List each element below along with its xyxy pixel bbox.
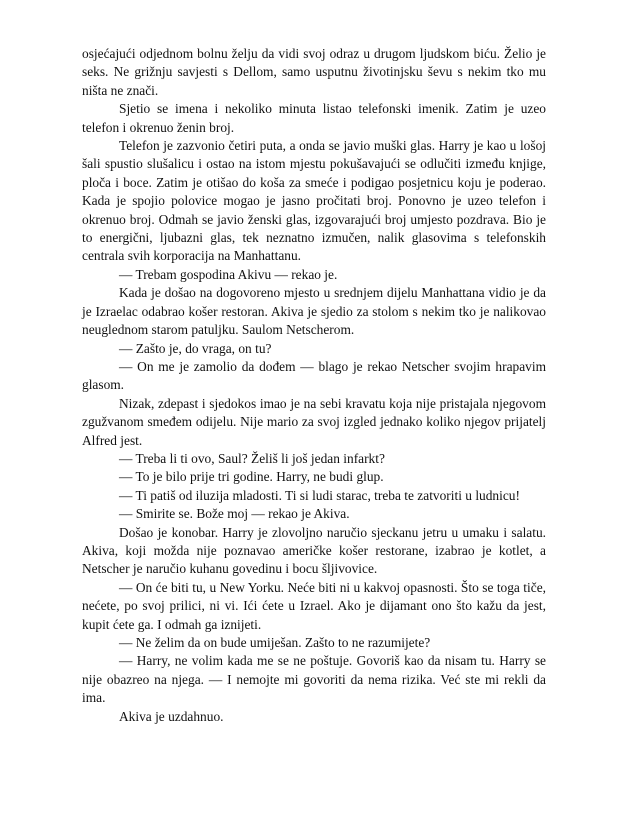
paragraph: Sjetio se imena i nekoliko minuta listao telefonski imenik. Zatim je uzeo telefon i okrenuo ženin broj. (82, 101, 546, 135)
paragraph: Akiva je uzdahnuo. (119, 708, 224, 724)
dialogue-line: — Treba li ti ovo, Saul? Želiš li još jedan infarkt? (119, 450, 385, 466)
dialogue-line: — Trebam gospodina Akivu — rekao je. (119, 266, 338, 282)
paragraph: Kada je došao na dogovoreno mjesto u srednjem dijelu Manhattana vidio je da je Izraelac odabrao košer restoran. Akiva je sjedio za stolom s nekim tko je nalikovao neuglednom starom patuljku. Saulom Netscherom. (82, 285, 546, 338)
dialogue-line: — On me je zamolio da dođem — blago je rekao Netscher svojim hrapavim glasom. (82, 358, 546, 393)
dialogue-line: — On će biti tu, u New Yorku. Neće biti ni u kakvoj opasnosti. Što se toga tiče, nećete, po svoj prilici, ni vi. Ići ćete u Izrael. Ako je dijamant ono što kažu da jest, kupit ćete ga. I odmah ga iznijeti. (82, 579, 546, 632)
dialogue-line: — Ti patiš od iluzija mladosti. Ti si ludi starac, treba te zatvoriti u ludnicu! (119, 487, 520, 503)
body-text (82, 45, 546, 726)
dialogue-line: — Harry, ne volim kada me se ne poštuje. Govoriš kao da nisam tu. Harry se nije obazreo na njega. — I nemojte mi govoriti da nema rizika. Već ste mi rekli da ima. (82, 653, 546, 706)
dialogue-line: — Smirite se. Bože moj — rekao je Akiva. (119, 506, 350, 522)
paragraph: Telefon je zazvonio četiri puta, a onda se javio muški glas. Harry je kao u lošoj šali spustio slušalicu i ostao na istom mjestu pokušavajući se odlučiti između knjige, ploča i boce. Zatim je otišao do koša za smeće i podigao posjetnicu koju je poderao. Kada je spojio polovice mogao je jasno pročitati broj. Ponovno je uzeo telefon i okrenuo broj. Odmah se javio ženski glas, izgovarajući broj umjesto pozdrava. Bio je to energični, ljubazni glas, tek neznatno izmučen, nalik glasovima s telefonskih centrala svih korporacija na Manhattanu. (82, 138, 546, 264)
paragraph: Došao je konobar. Harry je zlovoljno naručio sjeckanu jetru u umaku i salatu. Akiva, koji možda nije poznavao američke košer restorane, izabrao je kotlet, a Netscher je naručio kuhanu govedinu i bocu šljivovice. (82, 524, 546, 577)
dialogue-line: — Ne želim da on bude umiješan. Zašto to ne razumijete? (119, 635, 431, 650)
dialogue-line: — Zašto je, do vraga, on tu? (119, 340, 272, 356)
dialogue-line: — To je bilo prije tri godine. Harry, ne budi glup. (119, 469, 384, 485)
paragraph: osjećajući odjednom bolnu želju da vidi svoj odraz u drugom ljudskom biću. Želio je seks. Ne grižnju savjesti s Dellom, samo usputnu životinjsku ševu s nekim tko mu ništa ne znači. (82, 46, 546, 98)
paragraph: Nizak, zdepast i sjedokos imao je na sebi kravatu koja nije pristajala njegovom zgužvanom smeđem odijelu. Nije mario za svoj izgled jednako koliko njegov prijatelj Alfred jest. (82, 395, 546, 448)
